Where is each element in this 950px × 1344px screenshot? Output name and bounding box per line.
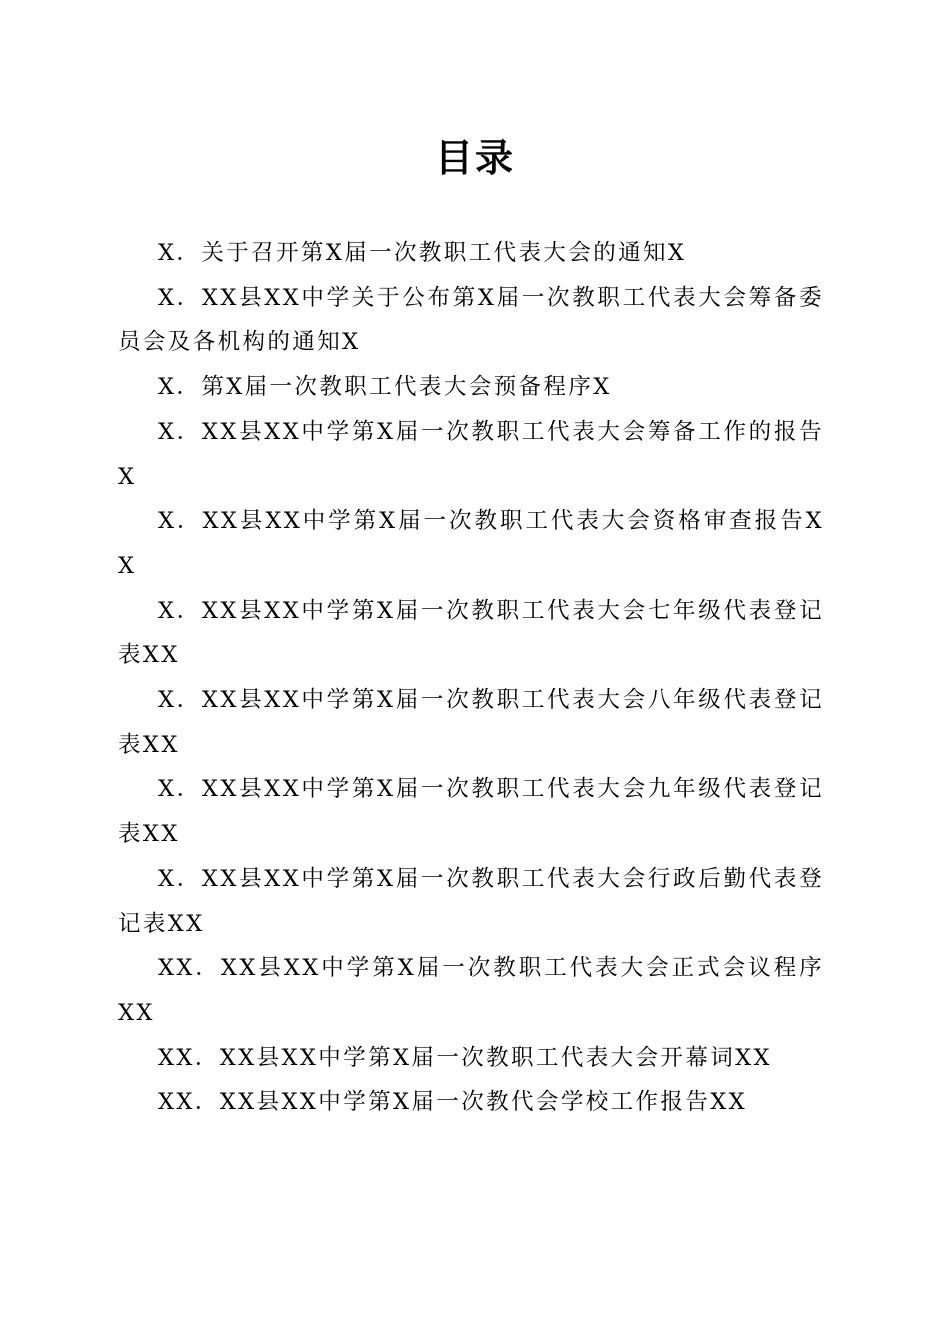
toc-entry-12[interactable]: XX．XX县XX中学第X届一次教代会学校工作报告XX bbox=[158, 1089, 748, 1116]
toc-entry-11[interactable]: XX．XX县XX中学第X届一次教职工代表大会开幕词XX bbox=[158, 1044, 772, 1071]
page-title: 目录 bbox=[434, 135, 515, 180]
toc-entry-1[interactable]: X．关于召开第X届一次教职工代表大会的通知X bbox=[158, 240, 687, 266]
toc-entry-7[interactable]: X．XX县XX中学第X届一次教职工代表大会八年级代表登记表XX bbox=[118, 687, 824, 758]
toc-entry-4[interactable]: X．XX县XX中学第X届一次教职工代表大会筹备工作的报告X bbox=[118, 418, 824, 490]
toc-entry-2[interactable]: X．XX县XX中学关于公布第X届一次教职工代表大会筹备委员会及各机构的通知X bbox=[118, 284, 824, 356]
toc-entry-8[interactable]: X．XX县XX中学第X届一次教职工代表大会九年级代表登记表XX bbox=[118, 776, 824, 848]
toc-entry-3[interactable]: X．第X届一次教职工代表大会预备程序X bbox=[158, 374, 612, 401]
toc-entry-10[interactable]: XX．XX县XX中学第X届一次教职工代表大会正式会议程序XX bbox=[118, 955, 824, 1026]
table-of-contents bbox=[118, 231, 824, 1125]
toc-entry-9[interactable]: X．XX县XX中学第X届一次教职工代表大会行政后勤代表登记表XX bbox=[118, 865, 824, 937]
toc-entry-5[interactable]: X．XX县XX中学第X届一次教职工代表大会资格审查报告XX bbox=[118, 508, 824, 579]
toc-entry-6[interactable]: X．XX县XX中学第X届一次教职工代表大会七年级代表登记表XX bbox=[118, 597, 824, 669]
